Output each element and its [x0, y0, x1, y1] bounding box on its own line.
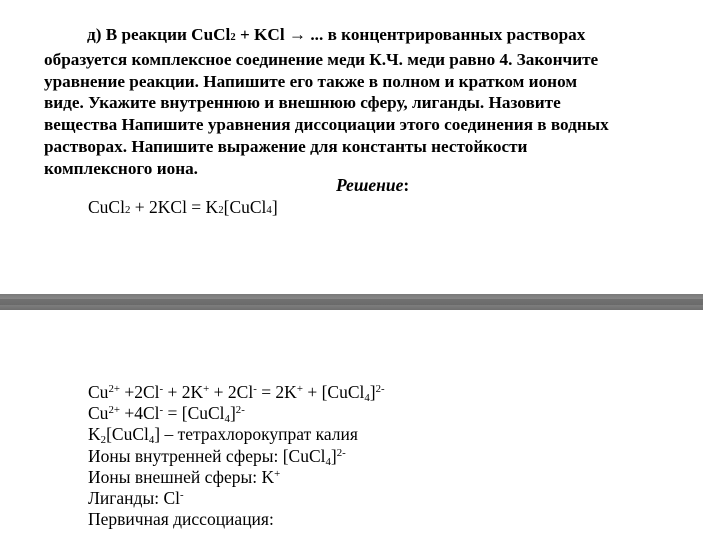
superscript: 2-	[235, 404, 245, 417]
outer-sphere-label: Ионы внешней сферы: K	[88, 466, 275, 487]
superscript: +	[274, 467, 281, 480]
short-ionic-equation	[88, 403, 385, 424]
ligands-line	[88, 488, 385, 509]
superscript: 2+	[108, 383, 120, 395]
solution-heading-word: Решение	[336, 175, 404, 195]
formula-part: + [CuCl	[302, 382, 365, 402]
solution-heading-colon: :	[403, 175, 410, 195]
subscript: 2	[218, 204, 224, 216]
inner-sphere-label: Ионы внутренней сферы: [CuCl	[88, 445, 326, 466]
subscript: 2	[100, 434, 107, 447]
task-line-1	[44, 24, 684, 49]
page-separator-shade	[0, 299, 703, 305]
superscript: +	[203, 383, 210, 395]
superscript: 2-	[375, 383, 385, 395]
superscript: -	[253, 383, 257, 395]
subscript: 4	[148, 434, 155, 447]
formula-part: [CuCl	[106, 424, 149, 445]
outer-sphere-line	[88, 467, 385, 488]
superscript: 2-	[336, 446, 346, 459]
formula-part: CuCl	[88, 197, 125, 217]
subscript: 4	[224, 413, 230, 426]
solution-heading	[336, 175, 409, 196]
compound-name-line	[88, 424, 385, 445]
task-line-4: виде. Укажите внутреннюю и внешнюю сферу, лиганды. Назовите	[44, 93, 561, 113]
superscript: +	[296, 383, 303, 395]
subscript: 4	[364, 392, 370, 404]
page-separator	[0, 294, 703, 310]
ligands-label: Лиганды: Cl	[88, 487, 180, 508]
formula-part: [CuCl	[223, 197, 267, 217]
formula-part: ]	[271, 197, 278, 217]
molecular-equation	[88, 197, 278, 221]
formula-part: + 2KCl = K	[130, 197, 219, 217]
task-line-2: образуется комплексное соединение меди К.Ч. меди равно 4. Закончите	[44, 49, 599, 69]
subscript: 4	[325, 455, 331, 468]
primary-dissociation-line: Первичная диссоциация:	[88, 509, 274, 530]
task-line-7: комплексного иона.	[44, 158, 198, 178]
task-text: + KCl → ... в концентрированных растворах	[235, 25, 586, 44]
superscript: -	[159, 404, 164, 417]
formula-part: ]	[229, 403, 236, 424]
task-line-6: растворах. Напишите выражение для константы нестойкости	[44, 136, 528, 156]
subscript: 2	[124, 204, 131, 216]
solution-body	[88, 382, 385, 530]
document-page-bottom	[0, 310, 703, 536]
subscript: 4	[266, 204, 272, 216]
formula-part: +4Cl	[119, 403, 160, 424]
superscript: -	[159, 383, 164, 395]
formula-part: = [CuCl	[163, 403, 225, 424]
formula-part: ]	[330, 445, 337, 466]
formula-part: +2Cl	[119, 382, 160, 402]
superscript: -	[179, 488, 184, 501]
task-line-5: вещества Напишите уравнения диссоциации этого соединения в водных	[44, 115, 609, 135]
formula-part: + 2Cl	[209, 382, 254, 402]
full-ionic-equation	[88, 382, 385, 403]
formula-part: Cu	[88, 403, 109, 424]
inner-sphere-line	[88, 446, 385, 467]
formula-part: ] – тетрахлорокупрат калия	[154, 424, 358, 445]
formula-part: ]	[369, 382, 376, 402]
task-statement	[44, 24, 684, 180]
formula-part: Cu	[88, 382, 109, 402]
formula-part: = 2K	[256, 382, 297, 402]
task-text: д) В реакции CuCl	[87, 25, 231, 44]
formula-part: K	[88, 424, 101, 445]
superscript: 2+	[108, 404, 120, 417]
formula-part: + 2K	[163, 382, 204, 402]
task-line-3: уравнение реакции. Напишите его также в полном и кратком ионом	[44, 71, 578, 91]
subscript: 2	[230, 32, 236, 43]
